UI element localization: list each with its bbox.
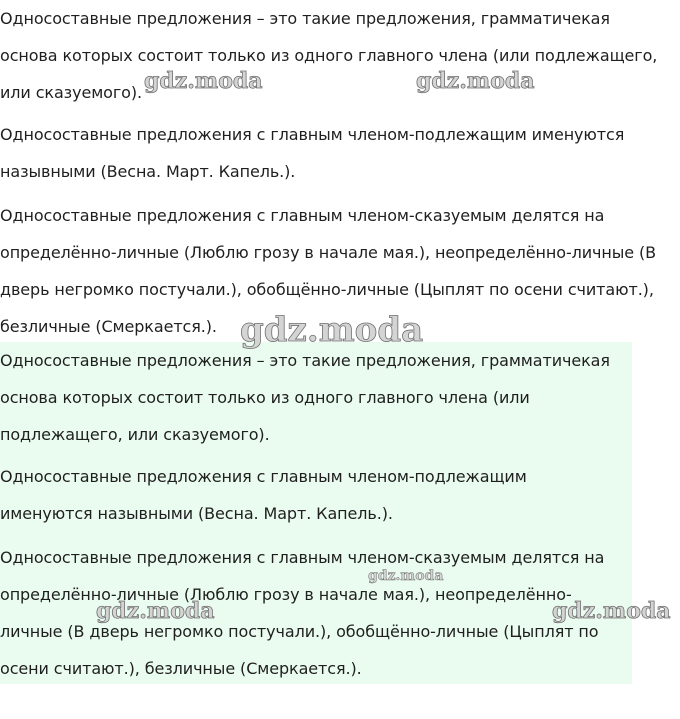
text-line: безличные (Смеркается.). xyxy=(0,317,217,336)
text-line: основа которых состоит только из одного главного члена (или xyxy=(0,388,530,407)
text-line: Односоставные предложения – это такие предложения, грамматичекая xyxy=(0,351,610,370)
watermark-logo: gdz.moda xyxy=(144,68,263,94)
paragraph-definition xyxy=(0,0,657,111)
text-line: подлежащего, или сказуемого). xyxy=(0,425,270,444)
text-line: назывными (Весна. Март. Капель.). xyxy=(0,162,296,181)
highlighted-paragraph-predicate-types xyxy=(0,539,604,687)
text-line: Односоставные предложения – это такие предложения, грамматичекая xyxy=(0,9,610,28)
text-line: личные (В дверь негромко постучали.), обобщённо-личные (Цыплят по xyxy=(0,622,599,641)
text-line: определённо-личные (Люблю грозу в начале мая.), неопределённо- xyxy=(0,585,572,604)
text-line: Односоставные предложения с главным членом-сказуемым делятся на xyxy=(0,548,605,567)
paragraph-nominative xyxy=(0,116,624,190)
paragraph-predicate-types xyxy=(0,197,656,345)
text-line: Односоставные предложения с главным членом-подлежащим именуются xyxy=(0,125,625,144)
text-line: дверь негромко постучали.), обобщённо-личные (Цыплят по осени считают.), xyxy=(0,280,654,299)
text-line: основа которых состоит только из одного главного члена (или подлежащего, xyxy=(0,46,658,65)
watermark-logo: gdz.moda xyxy=(240,310,424,350)
text-line: Односоставные предложения с главным членом-сказуемым делятся на xyxy=(0,206,605,225)
watermark-logo: gdz.moda xyxy=(552,598,671,624)
highlighted-paragraph-nominative xyxy=(0,458,527,532)
watermark-logo: gdz.moda xyxy=(96,598,215,624)
text-line: осени считают.), безличные (Смеркается.). xyxy=(0,659,362,678)
text-line: определённо-личные (Люблю грозу в начале мая.), неопределённо-личные (В xyxy=(0,243,657,262)
highlighted-paragraph-definition xyxy=(0,342,610,453)
text-line: именуются назывными (Весна. Март. Капель.). xyxy=(0,504,393,523)
watermark-logo: gdz.moda xyxy=(368,568,444,584)
watermark-logo: gdz.moda xyxy=(416,68,535,94)
text-line: или сказуемого). xyxy=(0,83,142,102)
text-line: Односоставные предложения с главным членом-подлежащим xyxy=(0,467,527,486)
